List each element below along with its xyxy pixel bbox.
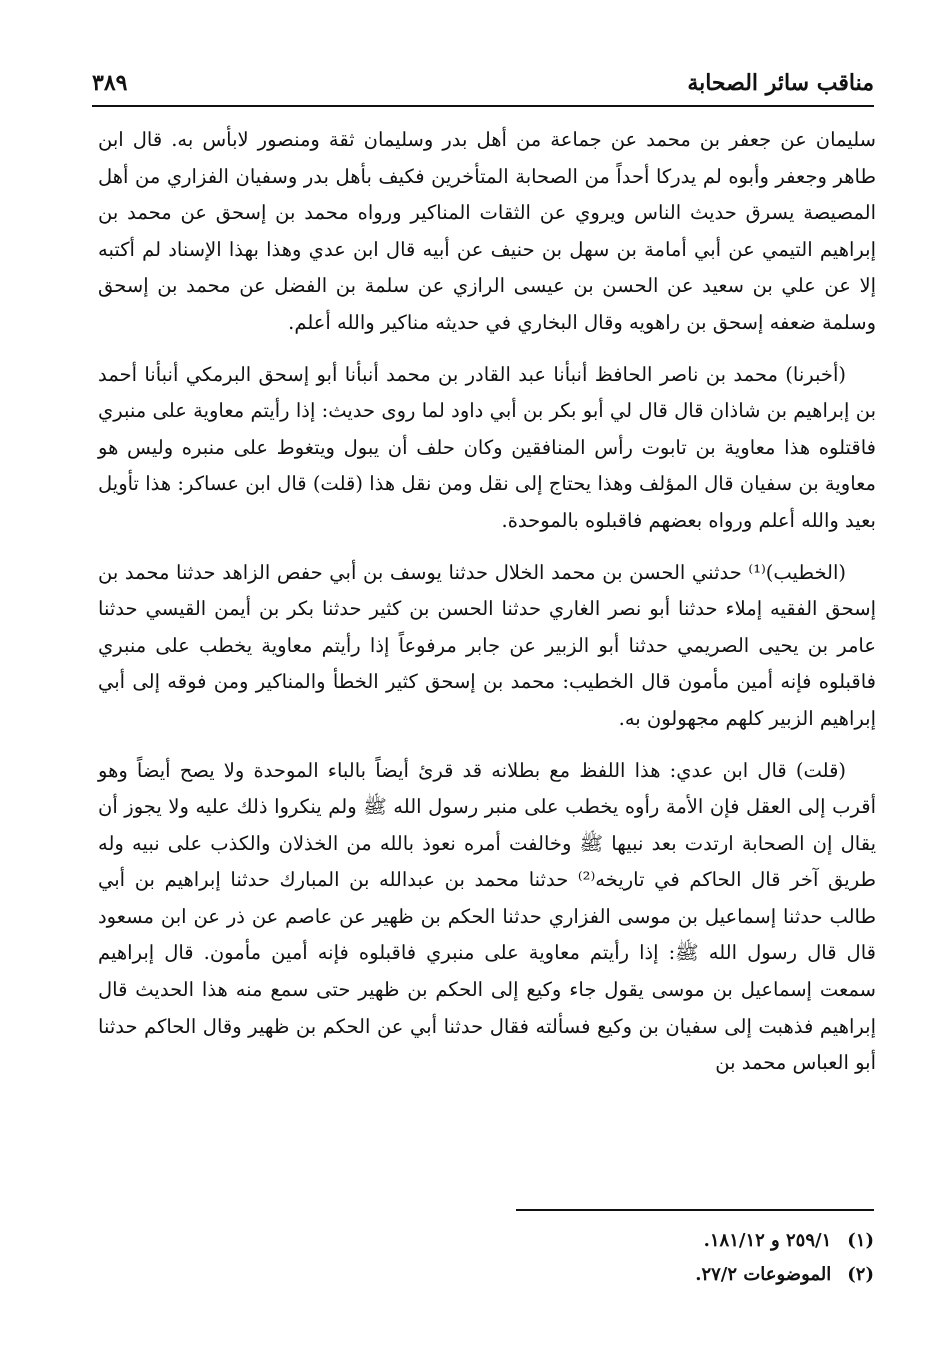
footnote-text: ٢٥٩/١ و ١٨١/١٢. [703, 1230, 832, 1251]
running-title: مناقب سائر الصحابة [687, 70, 874, 96]
footnote-2 [474, 1258, 874, 1292]
footnotes [474, 1224, 874, 1292]
paragraph-3: (الخطيب)⁽¹⁾ حدثني الحسن بن محمد الخلال حدثنا يوسف بن أبي حفص الزاهد حدثنا محمد بن إسحق الفقيه إملاء حدثنا أبو نصر الغاري حدثنا الحسن بن كثير حدثنا بكر بن أيمن القيسي حدثنا عامر بن يحيى الصريمي حدثنا أبو الزبير عن جابر مرفوعاً إذا رأيتم معاوية يخطب على منبري فاقبلوه فإنه أمين مأمون قال الخطيب: محمد بن إسحق كثير الخطأ والمناكير ومن فوقه إلى أبي إبراهيم الزبير كلهم مجهولون به. [98, 560, 876, 730]
main-text [98, 122, 876, 1097]
footnote-number: (١) [847, 1230, 874, 1251]
paragraph-2: (أخبرنا) محمد بن ناصر الحافظ أنبأنا عبد القادر بن محمد أنبأنا أبو إسحق البرمكي أنبأنا أحمد بن إبراهيم بن شاذان قال قال لي أبو بكر بن أبي داود لما روى حديث: إذا رأيتم معاوية على منبري فاقتلوه هذا معاوية بن تابوت رأس المنافقين وكان حلف أن يبول ويتغوط على منبره وليس هو معاوية بن سفيان قال المؤلف وهذا يحتاج إلى نقل ومن نقل هذا (قلت) قال ابن عساكر: هذا تأويل بعيد والله أعلم ورواه بعضهم فاقبلوه بالموحدة. [98, 362, 876, 532]
footnote-text: الموضوعات ٢٧/٢. [695, 1264, 832, 1285]
page-header [92, 66, 874, 102]
header-divider [92, 105, 874, 107]
paragraph-4: (قلت) قال ابن عدي: هذا اللفظ مع بطلانه قد قرئ أيضاً بالباء الموحدة ولا يصح أيضاً وهو أقرب إلى العقل فإن الأمة رأوه يخطب على منبر رسول الله ﷺ ولم ينكروا ذلك عليه ولا يجوز أن يقال إن الصحابة ارتدت بعد نبيها ﷺ وخالفت أمره نعوذ بالله من الخذلان والكذب على نبيه وله طريق آخر قال الحاكم في تاريخه⁽²⁾ حدثنا محمد بن عبدالله بن المبارك حدثنا إبراهيم بن أبي طالب حدثنا إسماعيل بن موسى الفزاري حدثنا الحكم بن ظهير عن عاصم عن ذر عن ابن مسعود قال قال رسول الله ﷺ: إذا رأيتم معاوية على منبري فاقبلوه فإنه أمين مأمون. قال إبراهيم سمعت إسماعيل بن موسى يقول جاء وكيع إلى الحكم بن ظهير حتى سمع منه هذا الحديث قال إبراهيم فذهبت إلى سفيان بن وكيع فسألته فقال حدثنا أبي عن الحكم بن ظهير وقال الحاكم حدثنا أبو العباس محمد بن [98, 758, 876, 1075]
footnote-1 [474, 1224, 874, 1258]
paragraph-1: سليمان عن جعفر بن محمد عن جماعة من أهل بدر وسليمان ثقة ومنصور لابأس به. قال ابن طاهر وجعفر وأبوه لم يدركا أحداً من الصحابة المتأخرين فكيف بأهل بدر وسفيان الفزاري من أهل المصيصة يسرق حديث الناس ويروي عن الثقات المناكير ورواه محمد بن إسحق عن محمد بن إبراهيم التيمي عن أبي أمامة بن سهل بن حنيف عن أبيه قال ابن عدي وهذا بهذا الإسناد لم أكتبه إلا عن علي بن سعيد عن الحسن بن عيسى الرازي عن سلمة بن الفضل عن محمد بن إسحق وسلمة ضعفه إسحق بن راهويه وقال البخاري في حديثه مناكير والله أعلم. [98, 128, 877, 334]
footnote-divider [516, 1209, 874, 1211]
footnote-number: (٢) [847, 1264, 874, 1285]
page-number: ٣٨٩ [92, 70, 128, 96]
